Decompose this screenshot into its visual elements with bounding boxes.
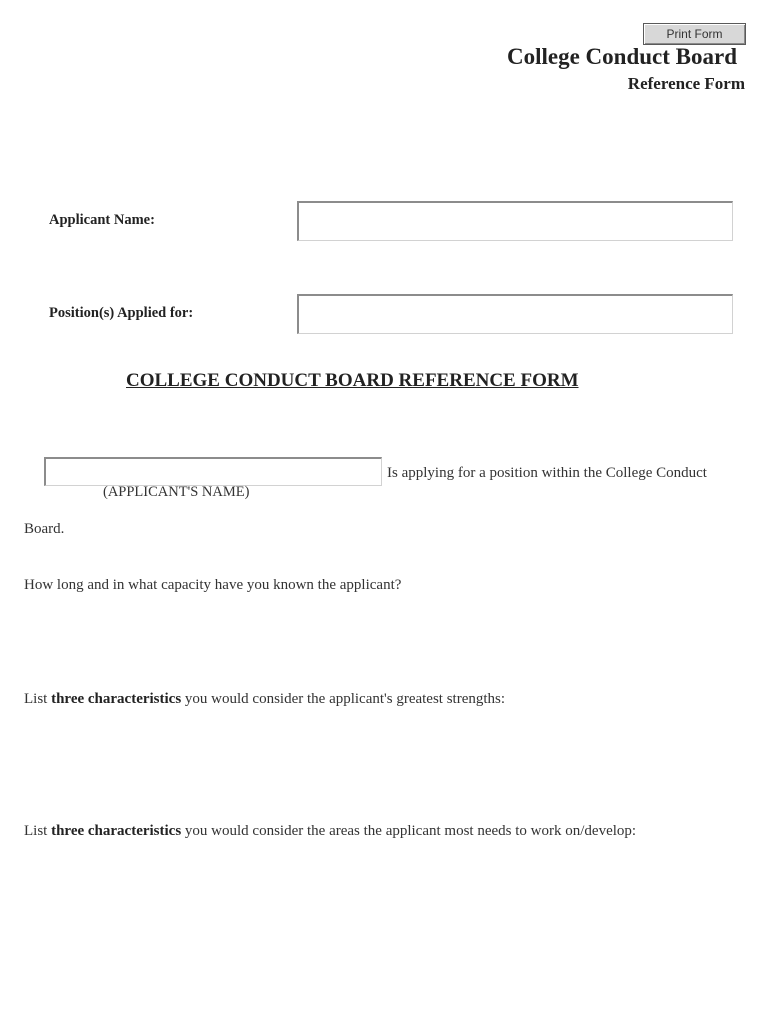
question-strengths-prefix: List: [24, 691, 52, 707]
positions-applied-input[interactable]: [297, 294, 733, 334]
question-development-emphasis: three characteristics: [51, 823, 182, 839]
question-strengths-emphasis: three characteristics: [51, 691, 182, 707]
inline-applicant-name-input[interactable]: [44, 457, 382, 486]
question-development-prefix: List: [24, 823, 52, 839]
page-title: College Conduct Board: [507, 44, 737, 69]
question-development-suffix: you would consider the areas the applicant most needs to work on/develop:: [181, 823, 637, 839]
form-heading: COLLEGE CONDUCT BOARD REFERENCE FORM: [126, 370, 579, 391]
page-subtitle: Reference Form: [627, 74, 745, 93]
applicant-name-label: Applicant Name:: [49, 212, 155, 228]
applying-statement: Is applying for a position within the College Conduct: [387, 465, 707, 481]
question-known-applicant: How long and in what capacity have you known the applicant?: [24, 577, 402, 593]
question-development: [24, 823, 636, 840]
applying-statement-continued: Board.: [24, 521, 65, 537]
positions-applied-label: Position(s) Applied for:: [49, 305, 194, 321]
question-strengths: [24, 691, 505, 708]
applicant-name-caption: (APPLICANT'S NAME): [103, 484, 250, 500]
print-form-button[interactable]: Print Form: [643, 23, 746, 45]
applicant-name-input[interactable]: [297, 201, 733, 241]
question-strengths-suffix: you would consider the applicant's greatest strengths:: [181, 691, 506, 707]
